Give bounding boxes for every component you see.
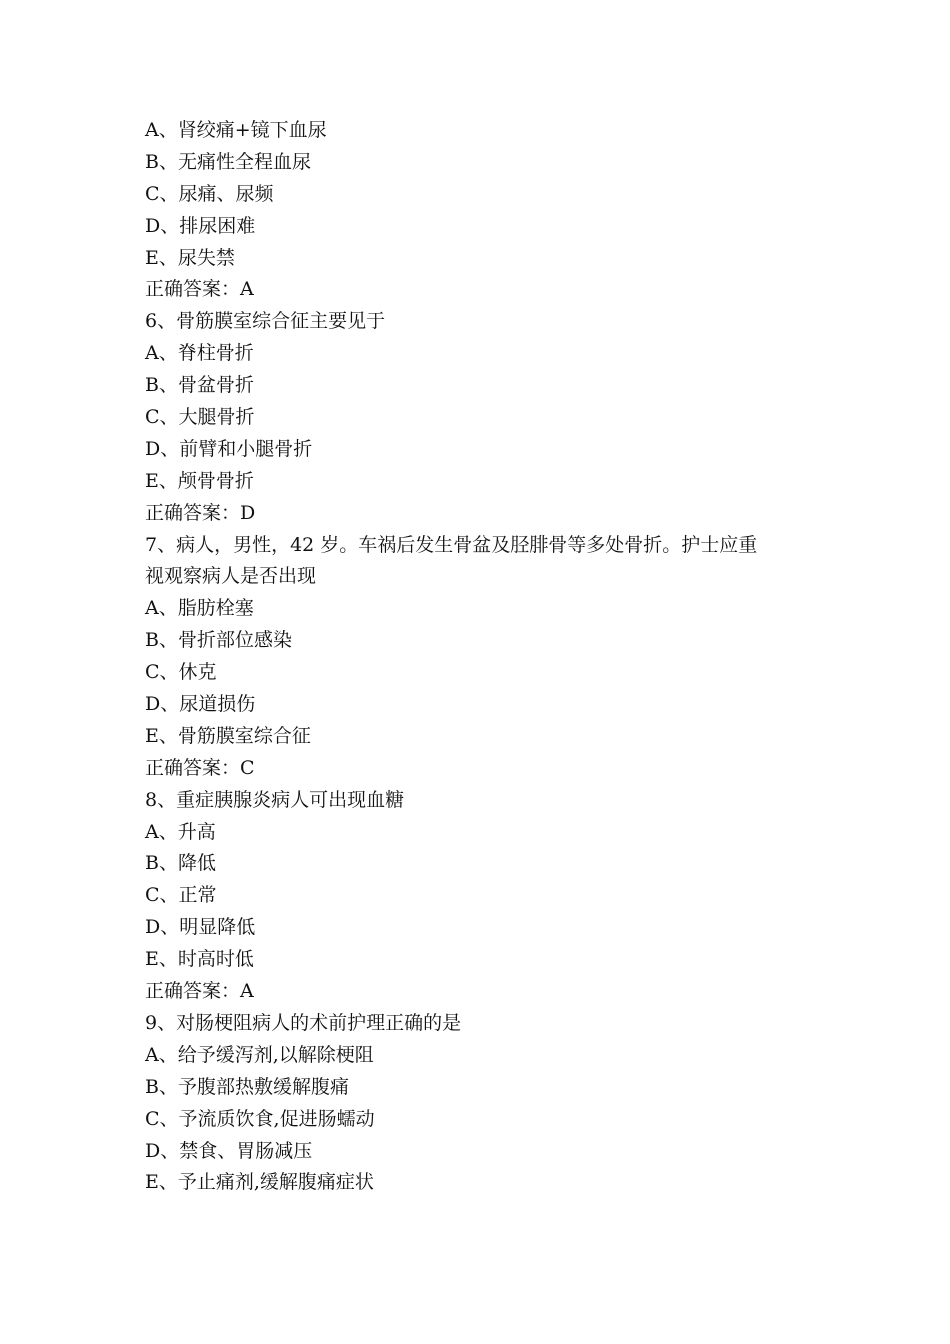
option-a: A、肾绞痛+镜下血尿 xyxy=(145,119,327,141)
question-7: 7、病人，男性，42 岁。车祸后发生骨盆及胫腓骨等多处骨折。护士应重 xyxy=(145,533,758,556)
correct-answer: 正确答案：A xyxy=(145,278,254,301)
option-e: E、骨筋膜室综合征 xyxy=(145,724,311,747)
question-6: 6、骨筋膜室综合征主要见于 xyxy=(145,310,386,333)
option-c: C、尿痛、尿频 xyxy=(145,182,274,205)
option-e: E、尿失禁 xyxy=(145,246,235,269)
option-e: E、时高时低 xyxy=(145,948,254,971)
option-c: C、休克 xyxy=(145,661,217,684)
option-d: D、禁食、胃肠减压 xyxy=(145,1139,313,1162)
option-c: C、大腿骨折 xyxy=(145,406,255,429)
correct-answer: 正确答案：D xyxy=(145,501,256,524)
option-d: D、前臂和小腿骨折 xyxy=(145,437,313,460)
option-d: D、明显降低 xyxy=(145,916,256,939)
option-b: B、骨折部位感染 xyxy=(145,629,292,652)
option-a: A、给予缓泻剂,以解除梗阻 xyxy=(145,1043,374,1066)
option-c: C、正常 xyxy=(145,884,217,907)
option-e: E、予止痛剂,缓解腹痛症状 xyxy=(145,1171,374,1194)
option-c: C、予流质饮食,促进肠蠕动 xyxy=(145,1107,375,1130)
option-e: E、颅骨骨折 xyxy=(145,469,254,492)
option-d: D、排尿困难 xyxy=(145,214,256,237)
option-a: A、升高 xyxy=(145,820,216,843)
question-8: 8、重症胰腺炎病人可出现血糖 xyxy=(145,788,405,811)
option-b: B、无痛性全程血尿 xyxy=(145,150,311,173)
correct-answer: 正确答案：C xyxy=(145,756,255,779)
question-9: 9、对肠梗阻病人的术前护理正确的是 xyxy=(145,1011,462,1034)
option-a: A、脊柱骨折 xyxy=(145,342,254,365)
document-body xyxy=(145,115,825,1199)
option-b: B、予腹部热敷缓解腹痛 xyxy=(145,1075,349,1098)
correct-answer: 正确答案：A xyxy=(145,980,254,1003)
option-b: B、骨盆骨折 xyxy=(145,374,254,397)
option-a: A、脂肪栓塞 xyxy=(145,597,254,620)
option-d: D、尿道损伤 xyxy=(145,693,256,716)
option-b: B、降低 xyxy=(145,852,216,875)
question-7-continued: 视观察病人是否出现 xyxy=(145,565,317,588)
